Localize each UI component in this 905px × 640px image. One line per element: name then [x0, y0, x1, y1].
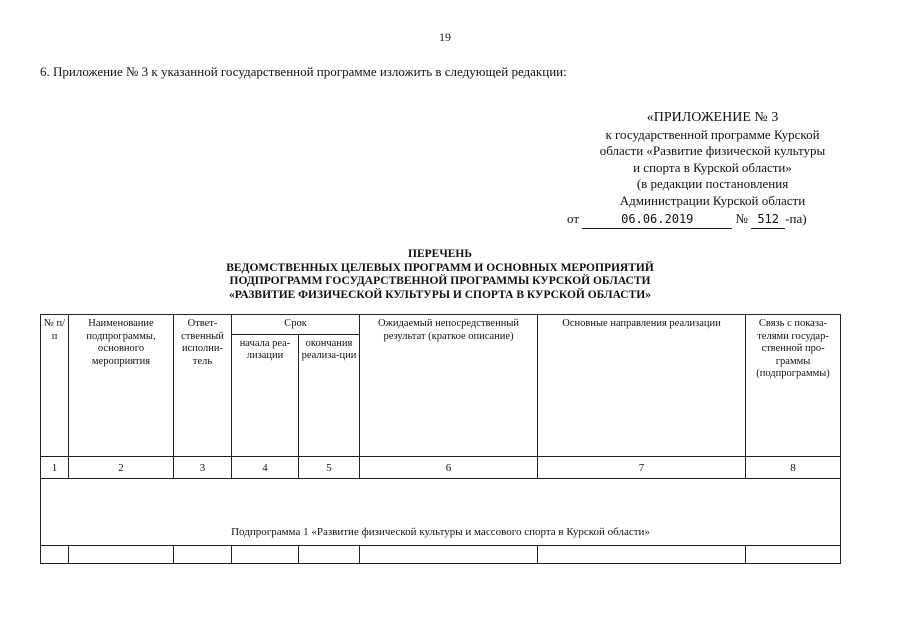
column-number: 2 [69, 456, 174, 478]
column-number: 3 [174, 456, 232, 478]
appendix-line: (в редакции постановления [636, 176, 789, 191]
column-number: 1 [41, 456, 69, 478]
header-row [41, 315, 841, 335]
document-heading [200, 248, 680, 302]
column-number: 7 [538, 456, 746, 478]
header-term-end: окончания реализа-ции [299, 334, 360, 456]
number-prefix: № [735, 211, 748, 226]
heading-line: ПЕРЕЧЕНЬ [408, 248, 472, 260]
intro-paragraph: 6. Приложение № 3 к указанной государственной программе изложить в следующей редакции: [40, 64, 567, 79]
number-suffix: -па) [785, 211, 807, 226]
header-link: Связь с показа-телями государ-ственной про-граммы (подпрограммы) [746, 315, 841, 457]
heading-line: ПОДПРОГРАММ ГОСУДАРСТВЕННОЙ ПРОГРАММЫ КУРСКОЙ ОБЛАСТИ [229, 275, 651, 287]
header-num: № п/п [41, 315, 69, 457]
appendix-line: Администрации Курской области [619, 192, 806, 208]
heading-line: «РАЗВИТИЕ ФИЗИЧЕСКОЙ КУЛЬТУРЫ И СПОРТА В КУРСКОЙ ОБЛАСТИ» [229, 288, 651, 301]
appendix-block [540, 110, 885, 229]
resolution-number: 512 [751, 211, 785, 229]
header-term-start: начала реа-лизации [232, 334, 299, 456]
header-responsible: Ответ-ственный исполни-тель [174, 315, 232, 457]
table-cell [69, 545, 174, 563]
header-term: Срок [232, 315, 360, 335]
table-cell [174, 545, 232, 563]
subprogram-row [41, 478, 841, 545]
resolution-date-row [540, 211, 885, 229]
table-cell [232, 545, 299, 563]
column-number: 8 [746, 456, 841, 478]
table-cell [360, 545, 538, 563]
programs-table [40, 314, 841, 564]
column-number-row [41, 456, 841, 478]
page-number: 19 [439, 30, 451, 44]
table-cell [538, 545, 746, 563]
resolution-date: 06.06.2019 [582, 211, 732, 229]
appendix-title: «ПРИЛОЖЕНИЕ № 3 [646, 110, 779, 125]
header-result: Ожидаемый непосредственный результат (краткое описание) [360, 315, 538, 457]
table-cell [299, 545, 360, 563]
appendix-line: области «Развитие физической культуры [599, 143, 826, 158]
header-name: Наименование подпрограммы, основного мероприятия [69, 315, 174, 457]
column-number: 6 [360, 456, 538, 478]
appendix-line: к государственной программе Курской [605, 126, 820, 142]
table-cell [41, 545, 69, 563]
column-number: 4 [232, 456, 299, 478]
appendix-line: и спорта в Курской области» [633, 159, 792, 175]
table-cell [746, 545, 841, 563]
date-prefix: от [567, 211, 580, 226]
heading-line: ВЕДОМСТВЕННЫХ ЦЕЛЕВЫХ ПРОГРАММ И ОСНОВНЫХ МЕРОПРИЯТИЙ [226, 261, 654, 274]
column-number: 5 [299, 456, 360, 478]
subprogram-title: Подпрограмма 1 «Развитие физической культуры и массового спорта в Курской области» [41, 478, 841, 545]
header-directions: Основные направления реализации [538, 315, 746, 457]
table-row [41, 545, 841, 563]
